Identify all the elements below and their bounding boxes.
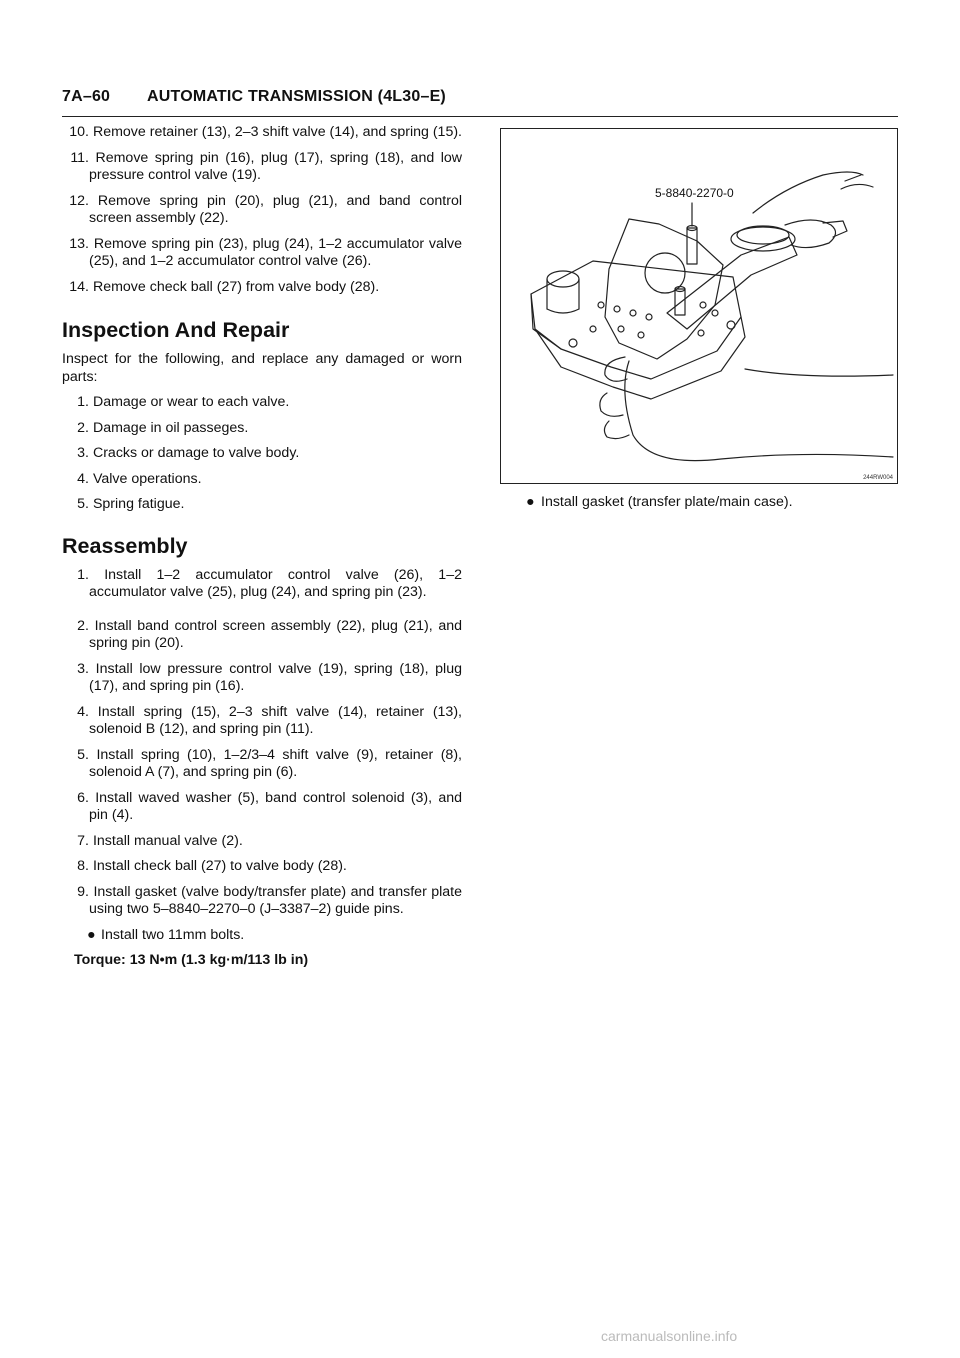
gasket-bullet: ● Install gasket (transfer plate/main case).	[526, 494, 793, 510]
tool-callout: 5-8840-2270-0	[655, 186, 734, 200]
section-title: AUTOMATIC TRANSMISSION (4L30–E)	[147, 88, 446, 105]
inspection-list	[62, 394, 462, 514]
step-11: 11. Remove spring pin (16), plug (17), spring (18), and low pressure control valve (19).	[70, 149, 462, 183]
right-column	[500, 128, 898, 512]
reassembly-step: 3. Install low pressure control valve (19), spring (18), plug (17), and spring pin (16).	[77, 660, 462, 694]
inspection-heading: Inspection And Repair	[62, 318, 290, 342]
bolts-bullet: ● Install two 11mm bolts.	[87, 926, 245, 943]
page-number: 7A–60	[62, 88, 111, 105]
step-12: 12. Remove spring pin (20), plug (21), and band control screen assembly (22).	[69, 192, 463, 226]
reassembly-heading: Reassembly	[62, 533, 188, 558]
reassembly-step: 8. Install check ball (27) to valve body (28).	[77, 858, 347, 874]
inspection-item: 5. Spring fatigue.	[77, 496, 185, 512]
reassembly-step: 4. Install spring (15), 2–3 shift valve (14), retainer (13), solenoid B (12), and spring pin (11).	[77, 703, 462, 737]
reassembly-step: 2. Install band control screen assembly (22), plug (21), and spring pin (20).	[77, 617, 462, 651]
reassembly-step: 7. Install manual valve (2).	[77, 832, 243, 849]
inspection-item: 4. Valve operations.	[77, 470, 202, 487]
step-13: 13. Remove spring pin (23), plug (24), 1–2 accumulator valve (25), and 1–2 accumulator control valve (26).	[69, 235, 462, 269]
step-14: 14. Remove check ball (27) from valve body (28).	[69, 278, 380, 295]
reassembly-step: 1. Install 1–2 accumulator control valve (26), 1–2 accumulator valve (25), plug (24), and spring pin (23).	[77, 566, 462, 600]
disassembly-steps	[62, 124, 462, 296]
inspection-intro: Inspect for the following, and replace any damaged or worn parts:	[62, 351, 462, 385]
left-column	[62, 124, 462, 970]
figure-code: 244RW004	[863, 475, 893, 481]
bullet-icon: ●	[526, 494, 535, 510]
valve-body-illustration	[500, 128, 898, 484]
watermark: carmanualsonline.info	[601, 1328, 738, 1344]
inspection-item: 3. Cracks or damage to valve body.	[77, 445, 300, 461]
bullet-icon: ●	[87, 926, 96, 943]
reassembly-step: 5. Install spring (10), 1–2/3–4 shift valve (9), retainer (8), solenoid A (7), and spring pin (6).	[77, 746, 462, 780]
reassembly-step: 9. Install gasket (valve body/transfer plate) and transfer plate using two 5–8840–2270–0 (J–3387–2) guide pins.	[77, 883, 462, 917]
inspection-item: 1. Damage or wear to each valve.	[77, 394, 290, 410]
header-rule	[62, 116, 898, 117]
step-10: 10. Remove retainer (13), 2–3 shift valve (14), and spring (15).	[69, 124, 463, 140]
reassembly-step: 6. Install waved washer (5), band control solenoid (3), and pin (4).	[77, 789, 462, 823]
page-header	[62, 88, 446, 106]
reassembly-steps	[62, 567, 462, 919]
torque-spec: Torque: 13 N•m (1.3 kg·m/113 lb in)	[74, 952, 309, 968]
inspection-item: 2. Damage in oil passeges.	[77, 419, 249, 436]
valve-body-drawing	[501, 129, 897, 483]
